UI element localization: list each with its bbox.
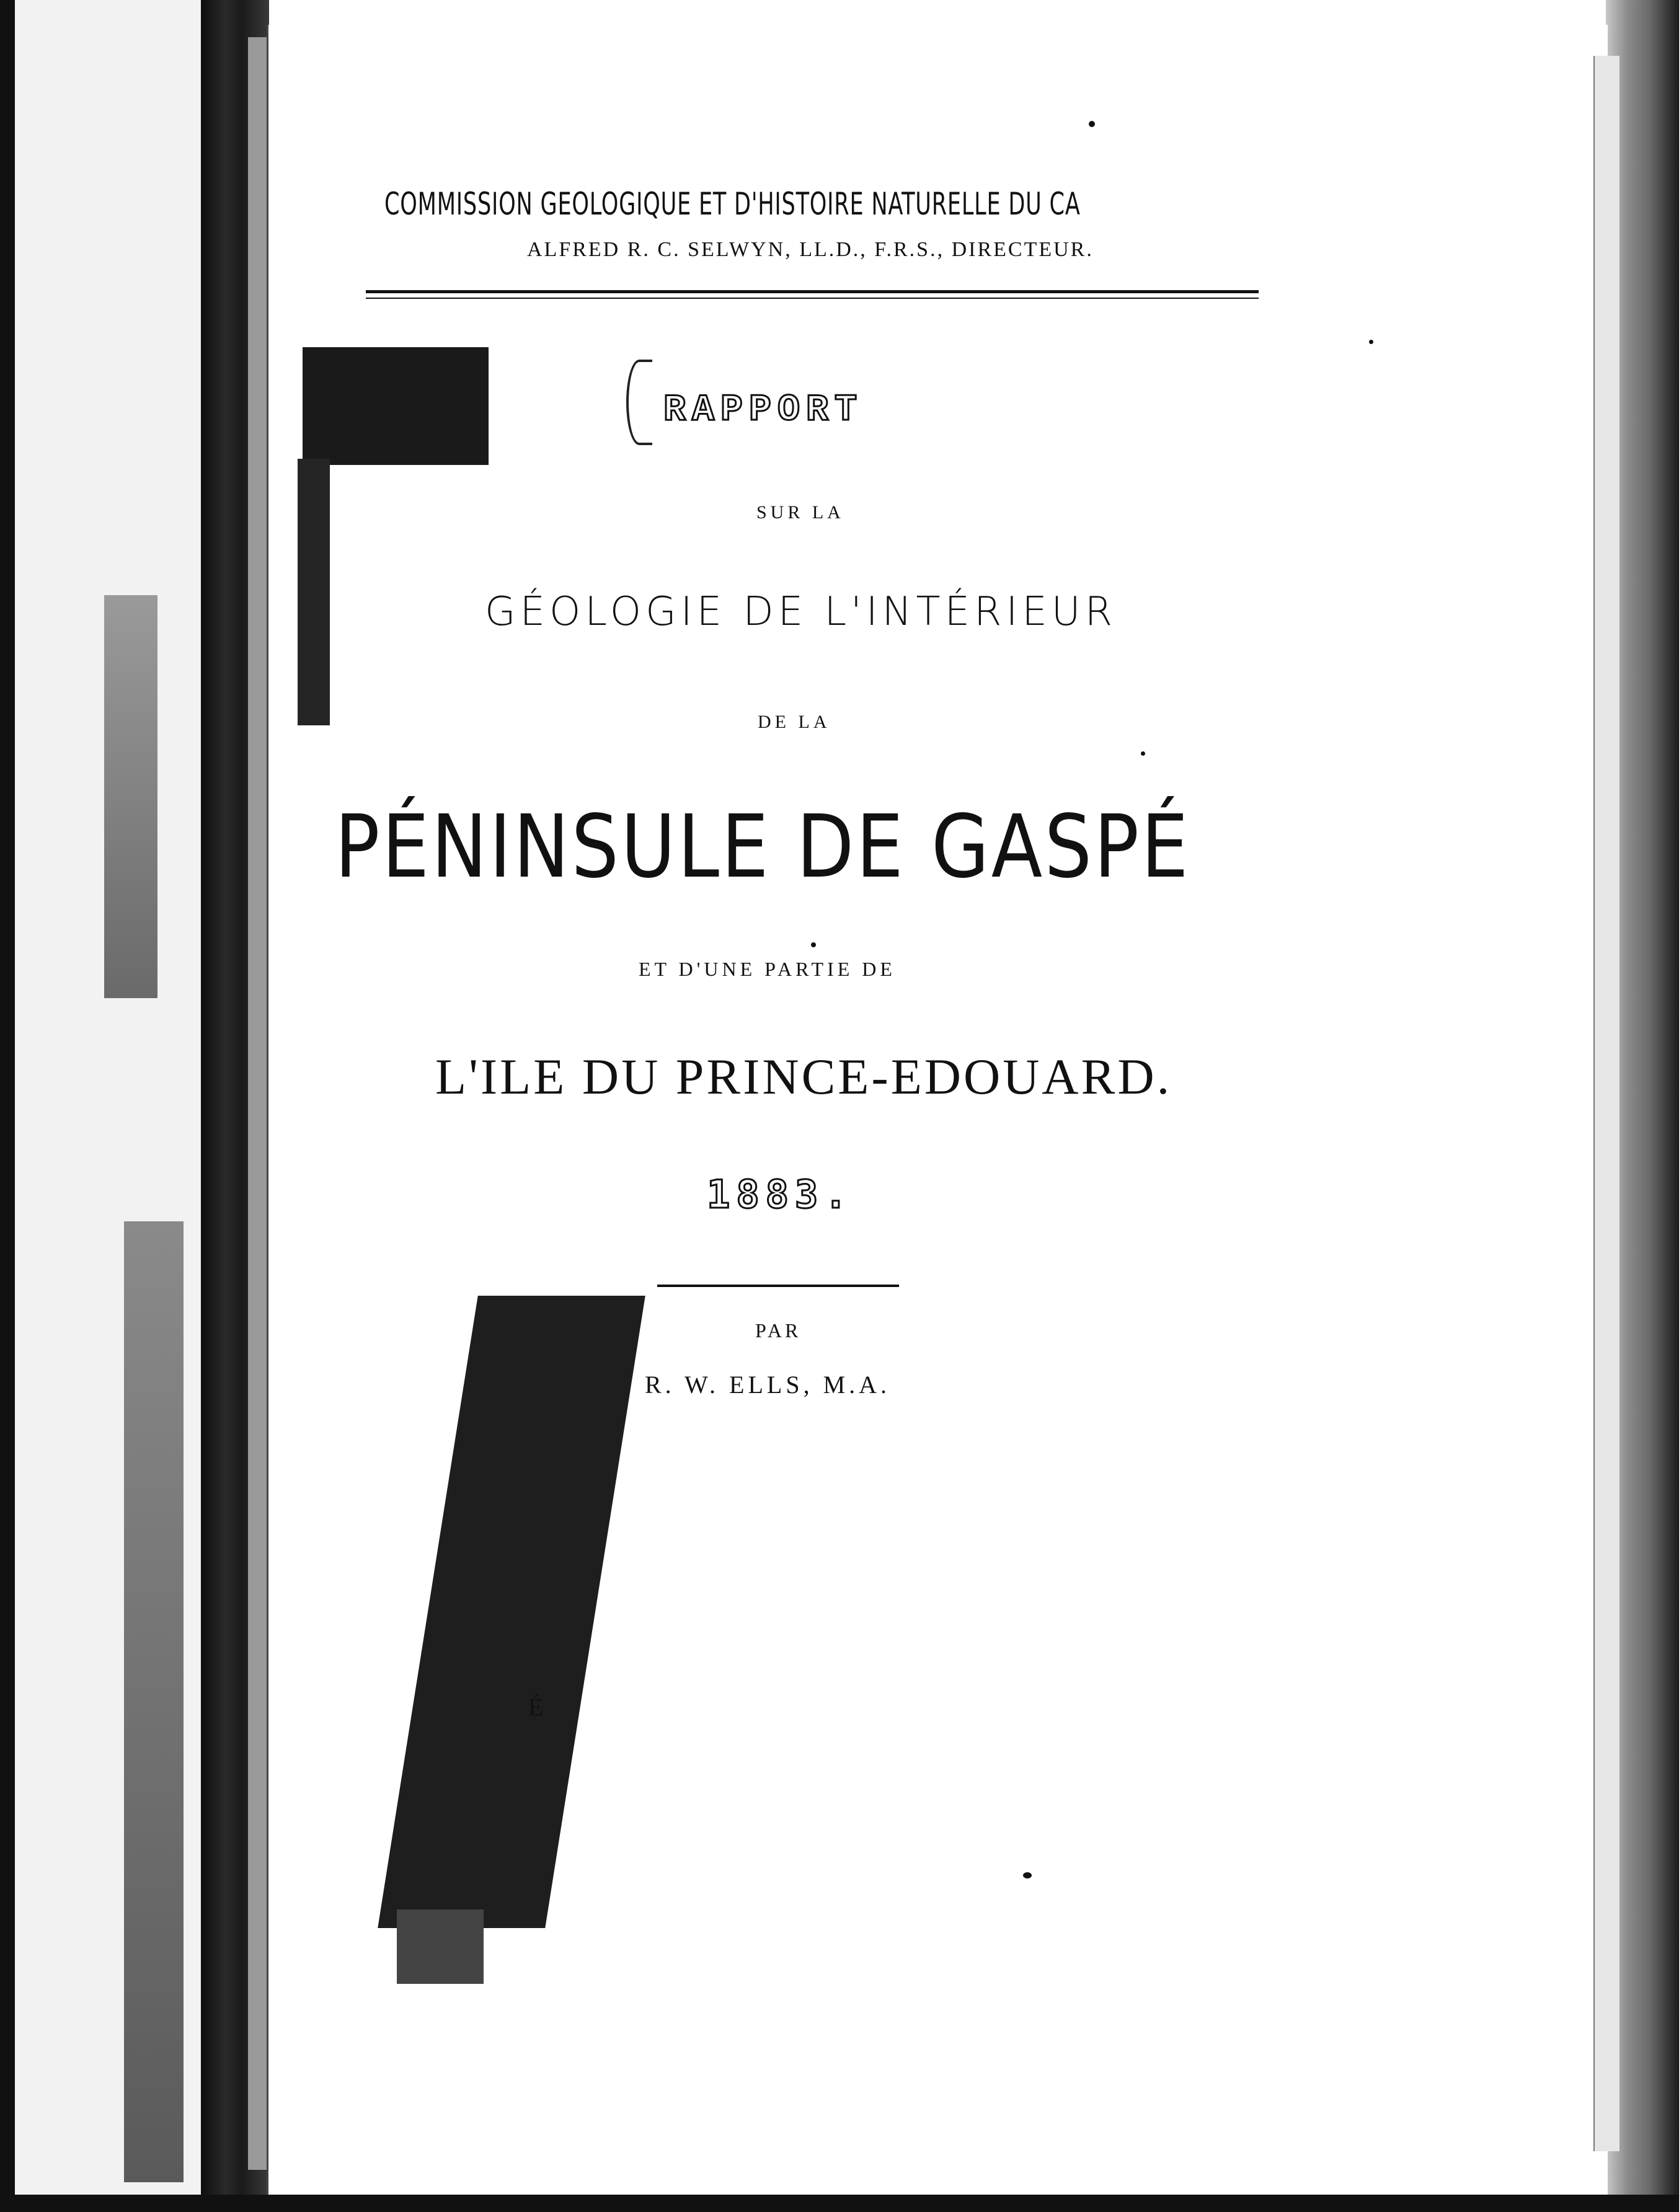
main-title: PÉNINSULE DE GASPÉ <box>335 797 1191 898</box>
separator-rule <box>657 1285 899 1287</box>
title-year: 1883. <box>707 1172 854 1217</box>
scan-border-bottom <box>0 2195 1679 2212</box>
dust-speck <box>1023 1872 1032 1878</box>
stamp-mark-bottom <box>397 1909 484 1984</box>
title-second-place: L'ILE DU PRINCE-EDOUARD. <box>435 1048 1172 1105</box>
title-subject: GÉOLOGIE DE L'INTÉRIEUR <box>485 589 1117 635</box>
stamp-mark-top <box>303 347 489 465</box>
title-sur-la: SUR LA <box>756 502 844 523</box>
stamp-mark-side <box>298 459 330 725</box>
text-fragment: É <box>528 1693 544 1721</box>
header-institution: COMMISSION GEOLOGIQUE ET D'HISTOIRE NATURELLE DU CA <box>384 186 1081 222</box>
page-tab-upper <box>104 595 157 998</box>
dust-speck <box>1141 751 1145 756</box>
title-connector: ET D'UNE PARTIE DE <box>639 958 896 980</box>
byline-par: PAR <box>755 1319 802 1342</box>
header-rule <box>366 290 1259 293</box>
header-director: ALFRED R. C. SELWYN, LL.D., F.R.S., DIRECTEUR. <box>527 238 1094 261</box>
handwritten-mark <box>626 360 652 445</box>
header-rule-thin <box>366 298 1259 299</box>
title-de-la: DE LA <box>758 712 831 732</box>
dust-speck <box>811 942 816 947</box>
scan-border-left <box>0 0 15 2212</box>
dust-speck <box>1089 121 1095 127</box>
dust-speck <box>1369 340 1373 344</box>
page-edge-right <box>1593 56 1619 2151</box>
title-rapport: RAPPORT <box>663 389 864 431</box>
page-tab-lower <box>124 1221 184 2182</box>
byline-author: R. W. ELLS, M.A. <box>645 1371 891 1399</box>
